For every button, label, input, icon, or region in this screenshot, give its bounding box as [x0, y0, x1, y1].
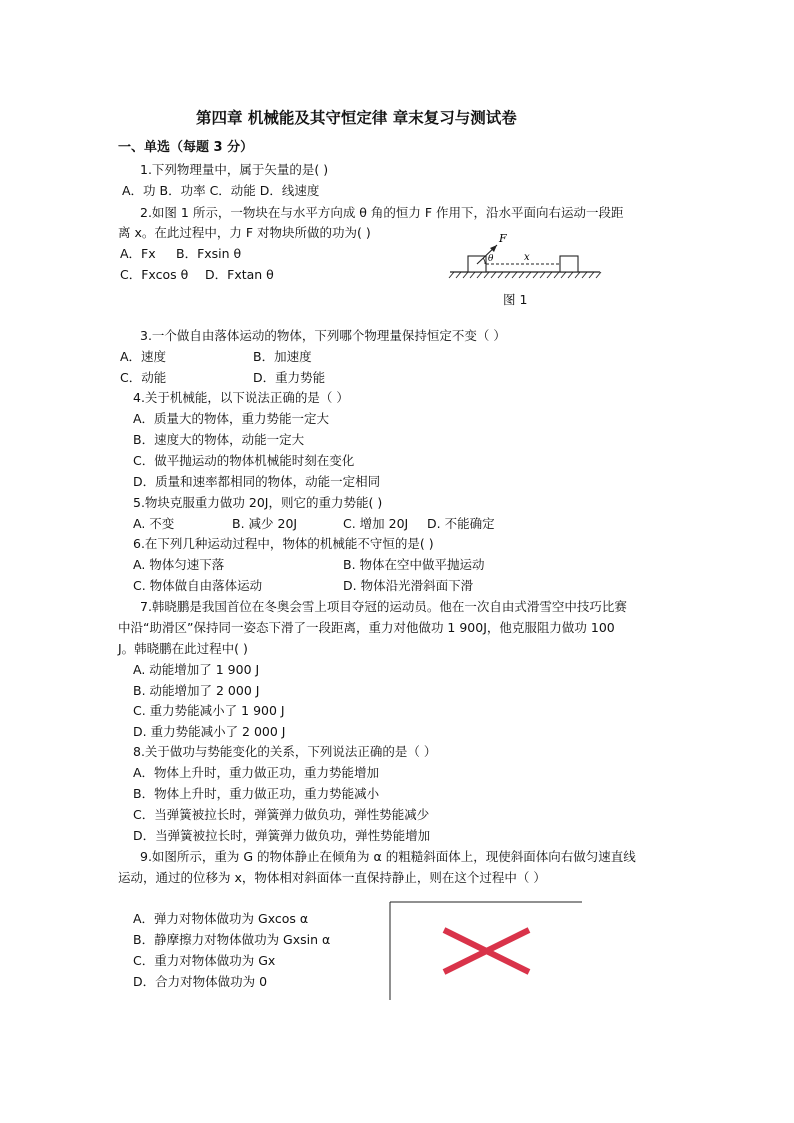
question-3-stem: 3.一个做自由落体运动的物体，下列哪个物理量保持恒定不变（ ） [140, 328, 506, 343]
ground-hatching [449, 272, 601, 278]
question-9-option-b: B．静摩擦力对物体做功为 Gxsin α [133, 932, 331, 947]
question-2-stem-line2: 离 x。在此过程中，力 F 对物块所做的功为( ) [118, 225, 371, 240]
question-2-option-d: D．Fxtan θ [205, 267, 274, 282]
question-7-stem-line1: 7.韩晓鹏是我国首位在冬奥会雪上项目夺冠的运动员。他在一次自由式滑雪空中技巧比赛 [140, 599, 627, 614]
question-9-stem-line2: 运动，通过的位移为 x，物体相对斜面体一直保持静止，则在这个过程中（ ） [118, 870, 546, 885]
question-7-option-d: D. 重力势能减小了 2 000 J [133, 724, 286, 739]
question-6-stem: 6.在下列几种运动过程中，物体的机械能不守恒的是( ) [133, 536, 434, 551]
question-5-stem: 5.物块克服重力做功 20J，则它的重力势能( ) [133, 495, 383, 510]
question-3-option-c: C．动能 [120, 370, 167, 385]
label-theta: θ [488, 254, 494, 264]
question-9-option-a: A．弹力对物体做功为 Gxcos α [133, 911, 309, 926]
question-5-option-c: C. 增加 20J [343, 516, 409, 531]
question-6-option-c: C. 物体做自由落体运动 [133, 578, 263, 593]
broken-image-cross-icon [444, 930, 529, 972]
question-4-option-c: C．做平抛运动的物体机械能时刻在变化 [133, 453, 355, 468]
question-8-option-c: C．当弹簧被拉长时，弹簧弹力做负功，弹性势能减少 [133, 807, 430, 822]
question-9-stem-line1: 9.如图所示，重为 G 的物体静止在倾角为 α 的粗糙斜面体上，现使斜面体向右做匀速直线 [140, 849, 636, 864]
question-3-option-b: B．加速度 [253, 349, 312, 364]
question-8-stem: 8.关于做功与势能变化的关系，下列说法正确的是（ ） [133, 744, 437, 759]
label-x: x [524, 252, 530, 263]
question-8-option-a: A．物体上升时，重力做正功，重力势能增加 [133, 765, 380, 780]
question-7-option-a: A. 动能增加了 1 900 J [133, 662, 260, 677]
question-5-option-b: B. 减少 20J [232, 516, 298, 531]
question-4-option-d: D．质量和速率都相同的物体，动能一定相同 [133, 474, 381, 489]
question-7-option-c: C. 重力势能减小了 1 900 J [133, 703, 285, 718]
question-6-option-a: A. 物体匀速下落 [133, 557, 225, 572]
section-heading: 一、单选（每题 3 分） [118, 140, 254, 155]
block-end [560, 256, 578, 272]
question-6-option-b: B. 物体在空中做平抛运动 [343, 557, 485, 572]
question-1-stem: 1.下列物理量中，属于矢量的是( ) [140, 162, 329, 177]
question-1-options: A．功 B．功率 C．动能 D．线速度 [122, 183, 320, 198]
question-3-option-d: D．重力势能 [253, 370, 326, 385]
question-5-option-a: A. 不变 [133, 516, 175, 531]
question-2-option-b: B．Fxsin θ [176, 246, 242, 261]
question-4-stem: 4.关于机械能，以下说法正确的是（ ） [133, 390, 349, 405]
figure-1-force-diagram [446, 228, 606, 284]
question-3-option-a: A．速度 [120, 349, 167, 364]
question-4-option-a: A．质量大的物体，重力势能一定大 [133, 411, 330, 426]
question-8-option-b: B．物体上升时，重力做正功，重力势能减小 [133, 786, 380, 801]
figure-1-caption: 图 1 [503, 292, 528, 307]
label-f: F [499, 232, 507, 245]
question-7-option-b: B. 动能增加了 2 000 J [133, 683, 260, 698]
page-title: 第四章 机械能及其守恒定律 章末复习与测试卷 [196, 108, 517, 127]
question-2-stem-line1: 2.如图 1 所示，一物块在与水平方向成 θ 角的恒力 F 作用下，沿水平面向右运动一段距 [140, 205, 624, 220]
question-9-option-d: D．合力对物体做功为 0 [133, 974, 268, 989]
question-7-stem-line2: 中沿“助滑区”保持同一姿态下滑了一段距离，重力对他做功 1 900J，他克服阻力做功 100 [118, 620, 615, 635]
question-2-option-a: A．Fx [120, 246, 156, 261]
question-8-option-d: D．当弹簧被拉长时，弹簧弹力做负功，弹性势能增加 [133, 828, 431, 843]
question-2-option-c: C．Fxcos θ [120, 267, 189, 282]
question-5-option-d: D. 不能确定 [427, 516, 495, 531]
question-6-option-d: D. 物体沿光滑斜面下滑 [343, 578, 474, 593]
question-7-stem-line3: J。韩晓鹏在此过程中( ) [118, 641, 248, 656]
question-4-option-b: B．速度大的物体，动能一定大 [133, 432, 305, 447]
figure-9-placeholder [388, 900, 588, 1002]
question-9-option-c: C．重力对物体做功为 Gx [133, 953, 276, 968]
